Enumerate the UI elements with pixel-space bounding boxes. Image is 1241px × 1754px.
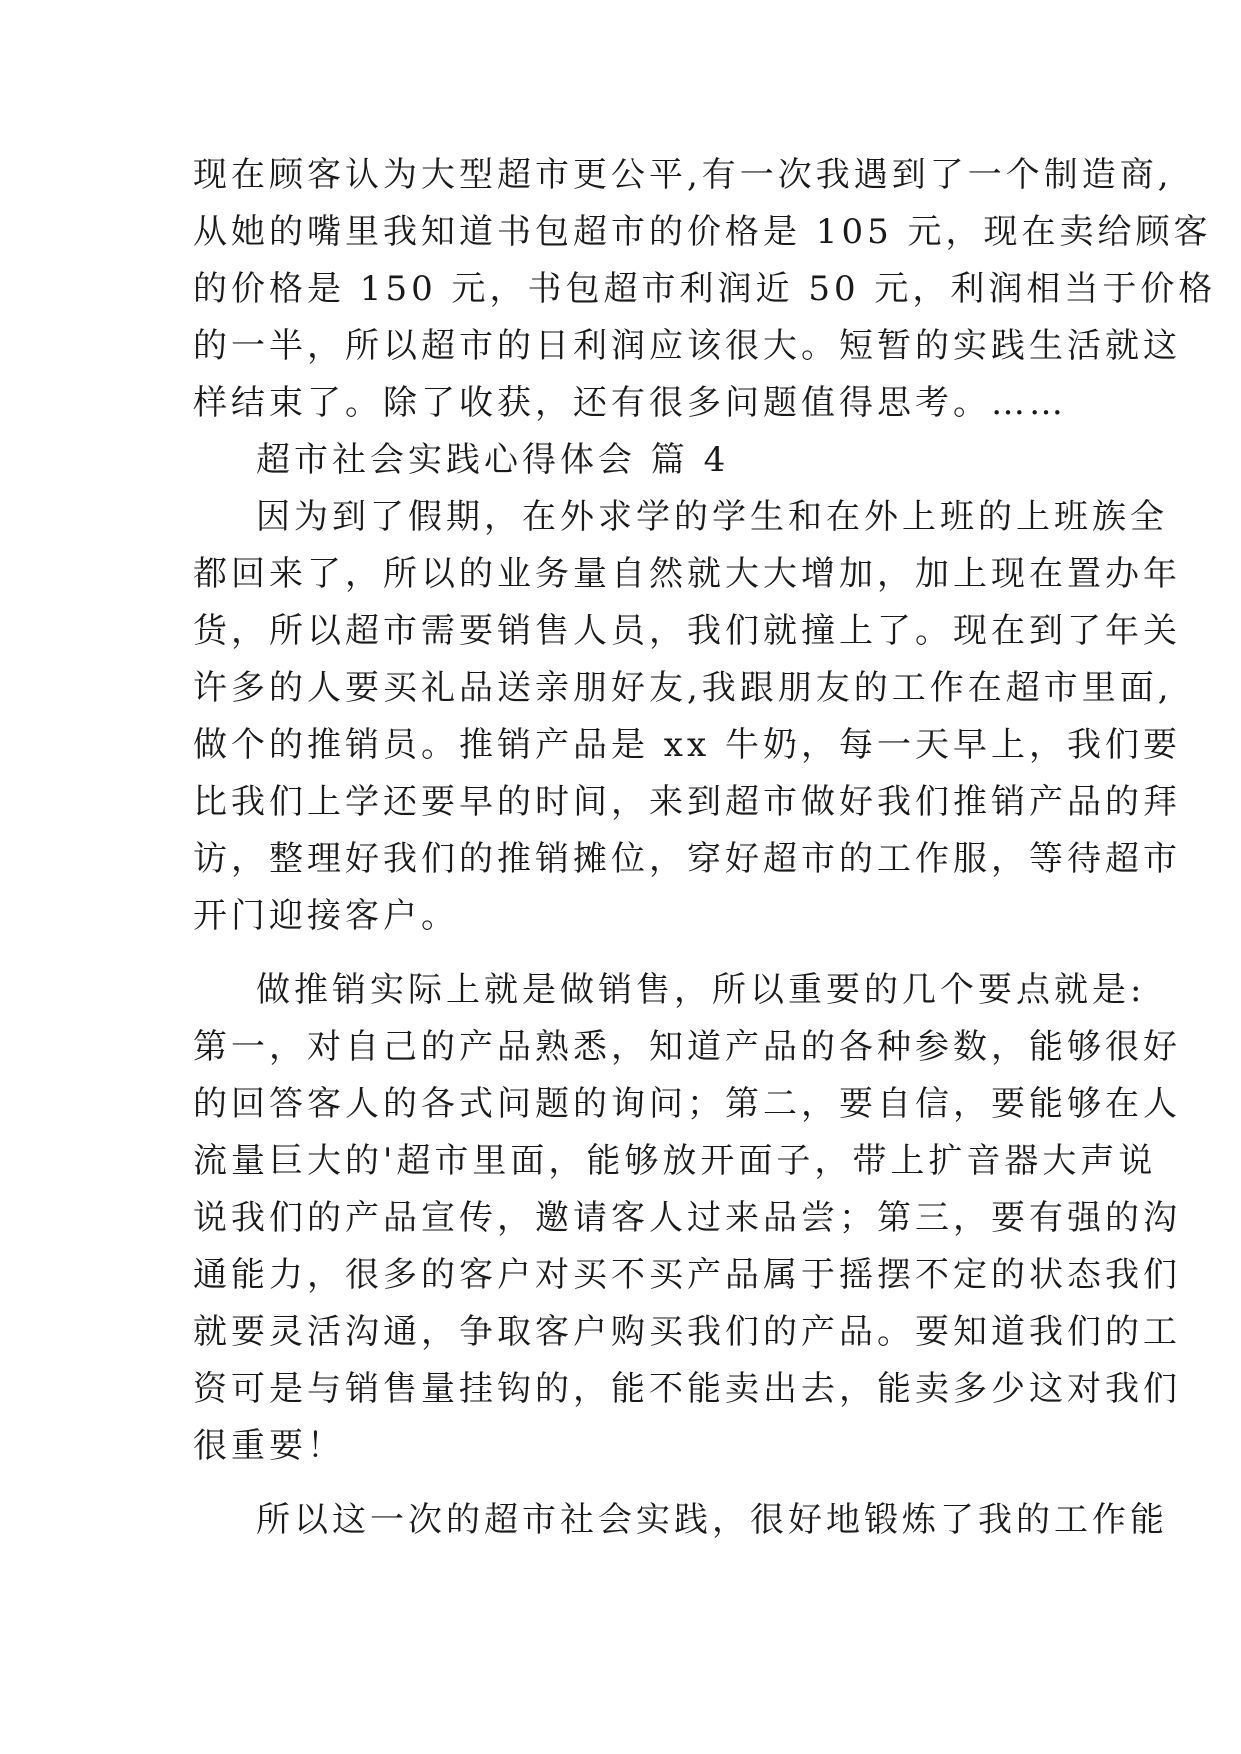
text-line: 的价格是 150 元，书包超市利润近 50 元，利润相当于价格 [193, 269, 1217, 309]
text-line: 货，所以超市需要销售人员，我们就撞上了。现在到了年关 [193, 611, 1181, 651]
text-line: 做推销实际上就是做销售，所以重要的几个要点就是: [256, 970, 1146, 1010]
text-line: 所以这一次的超市社会实践，很好地锻炼了我的工作能 [256, 1500, 1168, 1540]
text-line: 现在顾客认为大型超市更公平,有一次我遇到了一个制造商, [193, 155, 1173, 195]
text-line: 就要灵活沟通，争取客户购买我们的产品。要知道我们的工 [193, 1312, 1181, 1352]
text-line: 做个的推销员。推销产品是 xx 牛奶，每一天早上，我们要 [193, 725, 1181, 765]
text-line: 开门迎接客户。 [193, 896, 459, 936]
text-line: 从她的嘴里我知道书包超市的价格是 105 元，现在卖给顾客 [193, 212, 1212, 252]
text-line: 访，整理好我们的推销摊位，穿好超市的工作服，等待超市 [193, 839, 1181, 879]
text-line: 样结束了。除了收获，还有很多问题值得思考。…… [193, 383, 1067, 423]
text-line: 通能力，很多的客户对买不买产品属于摇摆不定的状态我们 [193, 1255, 1181, 1295]
text-line: 因为到了假期，在外求学的学生和在外上班的上班族全 [256, 497, 1168, 537]
text-line: 都回来了，所以的业务量自然就大大增加，加上现在置办年 [193, 554, 1181, 594]
text-line: 的一半，所以超市的日利润应该很大。短暂的实践生活就这 [193, 326, 1181, 366]
text-line: 第一，对自己的产品熟悉，知道产品的各种参数，能够很好 [193, 1027, 1181, 1067]
text-line: 许多的人要买礼品送亲朋好友,我跟朋友的工作在超市里面, [193, 668, 1173, 708]
text-line: 资可是与销售量挂钩的，能不能卖出去，能卖多少这对我们 [193, 1369, 1181, 1409]
text-line: 说我们的产品宣传，邀请客人过来品尝；第三，要有强的沟 [193, 1198, 1181, 1238]
text-line: 很重要！ [193, 1426, 345, 1466]
section-heading: 超市社会实践心得体会 篇 4 [256, 440, 730, 480]
text-line: 流量巨大的'超市里面，能够放开面子，带上扩音器大声说 [193, 1141, 1157, 1181]
text-line: 的回答客人的各式问题的询问；第二，要自信，要能够在人 [193, 1084, 1181, 1124]
text-line: 比我们上学还要早的时间，来到超市做好我们推销产品的拜 [193, 782, 1181, 822]
